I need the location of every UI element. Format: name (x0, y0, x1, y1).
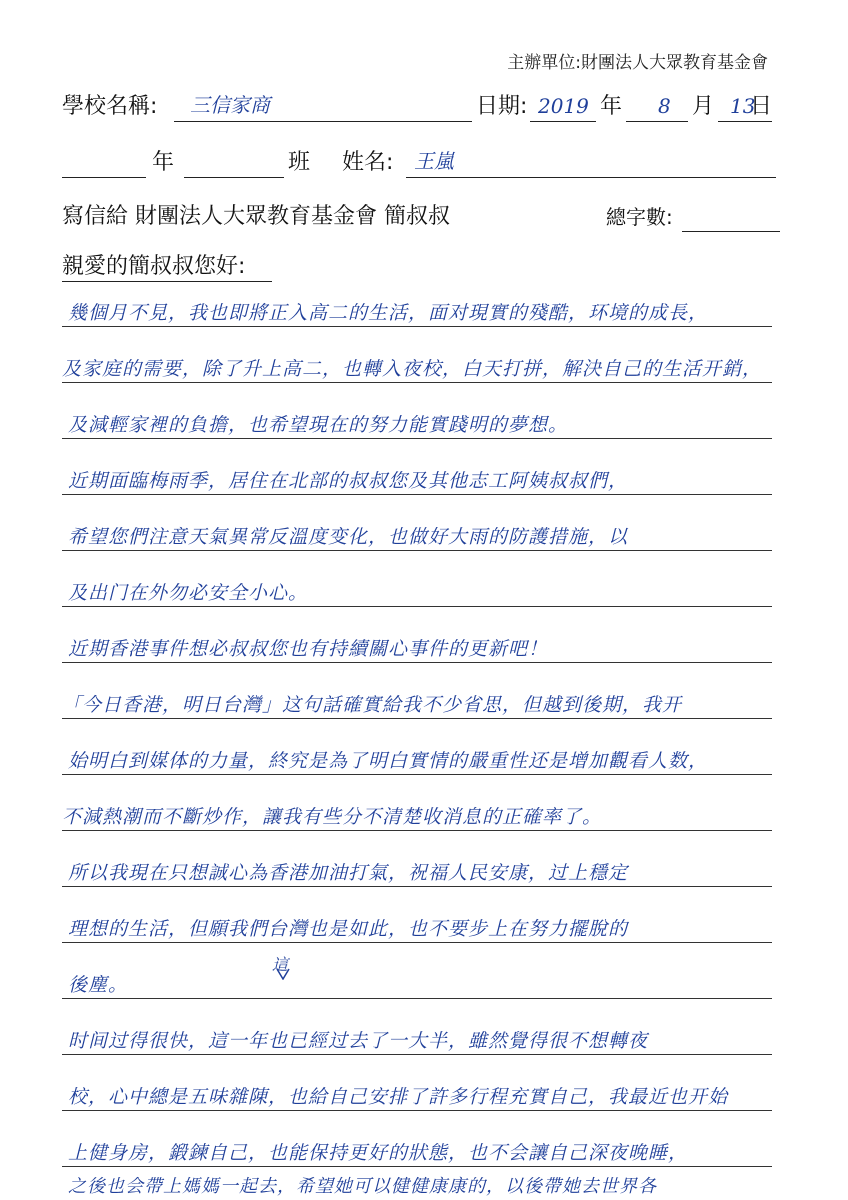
date-label: 日期: (476, 94, 528, 119)
letter-line: 及家庭的需要，除了升上高二，也轉入夜校，白天打拼，解決自己的生活开銷， (62, 358, 763, 380)
school-field-line (174, 121, 472, 122)
ruled-line (62, 718, 772, 719)
letter-line: 幾個月不見，我也即將正入高二的生活，面对現實的殘酷，环境的成長， (68, 302, 709, 324)
word-count-field-line (682, 231, 780, 232)
letter-line: 时间过得很快，這一年也已經过去了一大半，雖然覺得很不想轉夜 (68, 1030, 649, 1052)
year-value: 2019 (538, 94, 589, 118)
ruled-line (62, 942, 772, 943)
letter-line: 近期面臨梅雨季，居住在北部的叔叔您及其他志工阿姨叔叔們， (68, 470, 629, 492)
year-label: 年 (600, 94, 623, 119)
letter-line: 後塵。 (68, 974, 129, 996)
greeting-text: 親愛的簡叔叔您好: (62, 254, 246, 279)
ruled-line (62, 326, 772, 327)
recipient-label: 寫信給 財團法人大眾教育基金會 簡叔叔 (62, 204, 450, 229)
name-value: 王嵐 (414, 149, 454, 173)
ruled-line (62, 494, 772, 495)
ruled-line (62, 886, 772, 887)
letter-line: 所以我現在只想誠心為香港加油打氣，祝福人民安康，过上穩定 (68, 862, 629, 884)
month-value: 8 (658, 94, 671, 118)
grade-field-line (62, 177, 146, 178)
ruled-line (62, 830, 772, 831)
class-label: 班 (288, 150, 311, 175)
letter-line: 理想的生活，但願我們台灣也是如此，也不要步上在努力擺脫的 (68, 918, 629, 940)
ruled-line (62, 998, 772, 999)
grade-name-row (62, 144, 782, 180)
name-label: 姓名: (342, 150, 394, 175)
greeting-underline (62, 281, 272, 282)
month-label: 月 (692, 94, 715, 119)
letter-line: 之後也会帶上媽媽一起去，希望她可以健健康康的，以後帶她去世界各 (68, 1176, 657, 1197)
letter-line: 「今日香港，明日台灣」这句話確實給我不少省思，但越到後期，我开 (62, 694, 683, 716)
class-field-line (184, 177, 284, 178)
insertion-mark-text: 這 (272, 955, 289, 974)
word-count-label: 總字數: (606, 205, 673, 229)
ruled-line (62, 550, 772, 551)
letter-line: 希望您們注意天氣異常反溫度变化，也做好大雨的防護措施，以 (68, 526, 629, 548)
recipient-row (62, 198, 782, 234)
letter-line: 及減輕家裡的負擔，也希望現在的努力能實踐明的夢想。 (68, 414, 569, 436)
ruled-line (62, 1054, 772, 1055)
ruled-line (62, 774, 772, 775)
ruled-line (62, 438, 772, 439)
insertion-caret-icon (276, 968, 290, 980)
school-value: 三信家商 (190, 93, 270, 117)
ruled-line (62, 606, 772, 607)
day-value: 13 (730, 94, 756, 118)
letter-line: 不減熱潮而不斷炒作，讓我有些分不清楚收消息的正確率了。 (62, 806, 603, 828)
school-label: 學校名稱: (62, 94, 158, 119)
ruled-line (62, 1166, 772, 1167)
letter-line: 及出门在外勿必安全小心。 (68, 582, 309, 604)
school-date-row (62, 88, 782, 124)
organizer-label: 主辦單位:財團法人大眾教育基金會 (507, 53, 768, 73)
ruled-line (62, 382, 772, 383)
year-field-line (530, 121, 596, 122)
name-field-line (406, 177, 776, 178)
greeting-row (62, 248, 782, 284)
day-field-line (718, 121, 772, 122)
letter-line: 始明白到媒体的力量，終究是為了明白實情的嚴重性还是增加觀看人数， (68, 750, 709, 772)
letter-line: 校，心中總是五味雜陳，也給自己安排了許多行程充實自己，我最近也开始 (68, 1086, 729, 1108)
ruled-line (62, 1110, 772, 1111)
ruled-line (62, 662, 772, 663)
letter-line: 近期香港事件想必叔叔您也有持續關心事件的更新吧！ (68, 638, 549, 660)
month-field-line (626, 121, 688, 122)
letter-line: 上健身房，鍛鍊自己，也能保持更好的狀態，也不会讓自己深夜晚睡， (68, 1142, 689, 1164)
day-label: 日 (750, 94, 773, 119)
grade-label: 年 (152, 150, 175, 175)
